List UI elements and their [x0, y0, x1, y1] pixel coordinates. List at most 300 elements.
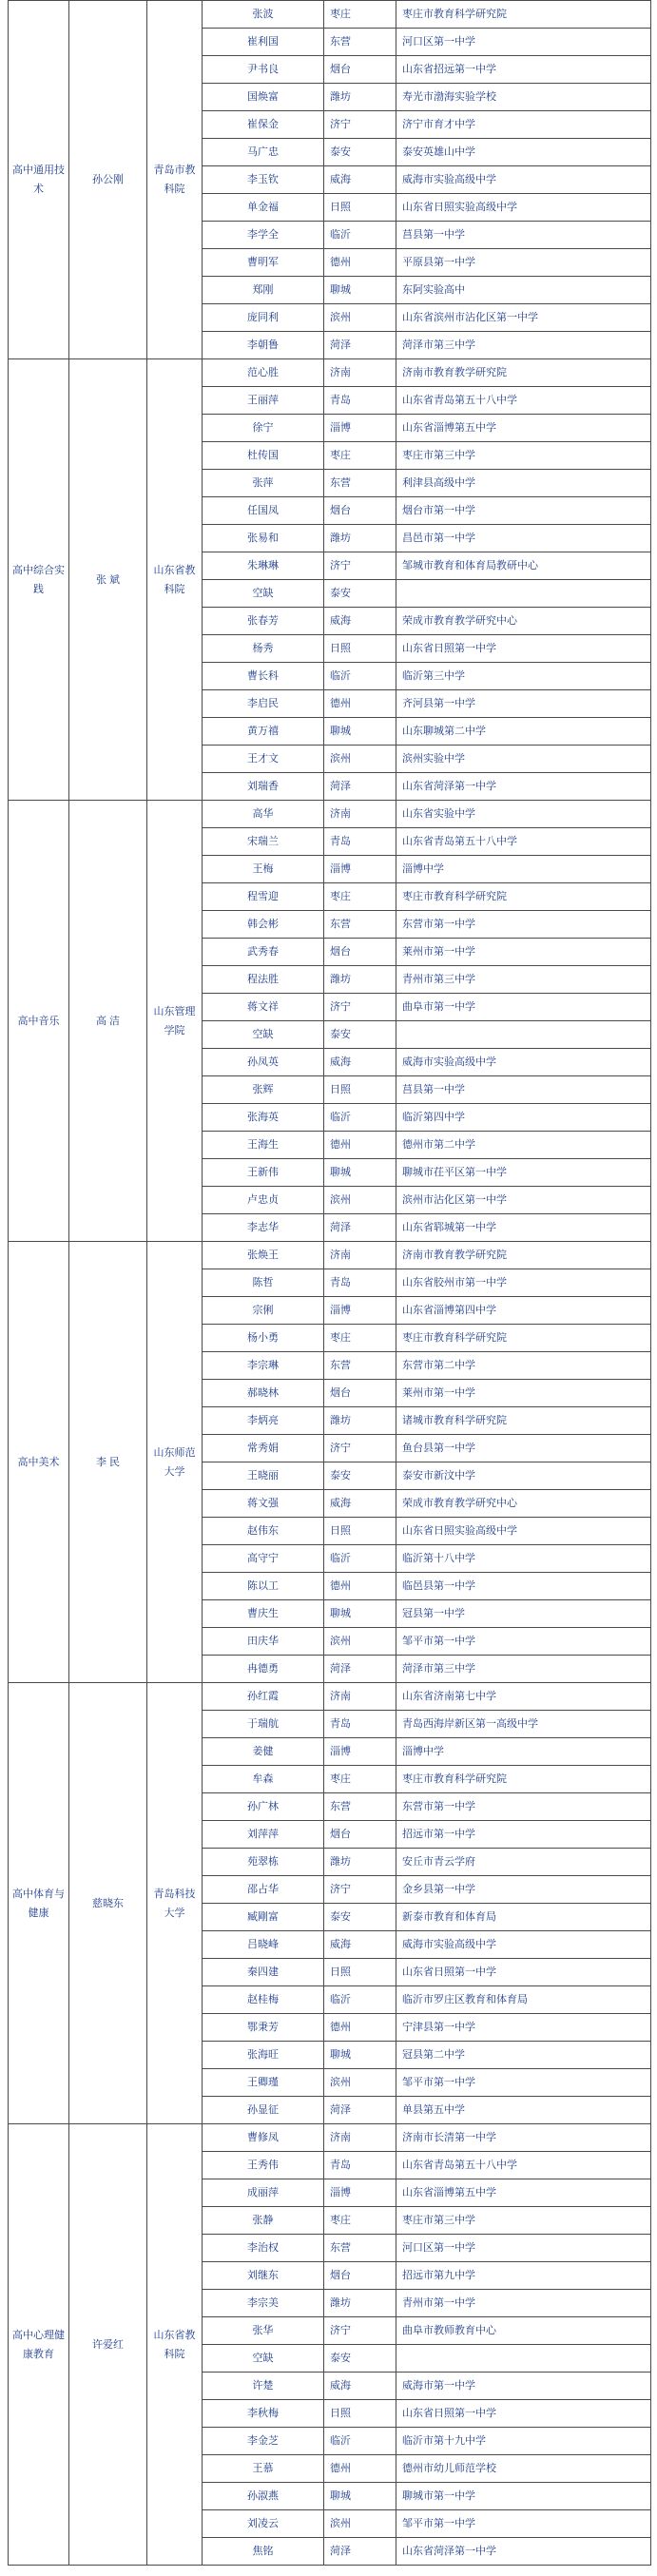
city-cell: 潍坊 — [324, 84, 396, 111]
member-name-cell: 张海英 — [203, 1104, 324, 1132]
organization-cell: 东营市第一中学 — [396, 1793, 651, 1821]
member-name-cell: 李志华 — [203, 1214, 324, 1242]
member-name-cell: 空缺 — [203, 1021, 324, 1049]
member-name-cell: 曹修凤 — [203, 2124, 324, 2152]
organization-cell: 山东省青岛第五十八中学 — [396, 2152, 651, 2179]
member-name-cell: 苑翠栋 — [203, 1849, 324, 1876]
city-cell: 潍坊 — [324, 2290, 396, 2317]
city-cell: 滨州 — [324, 1628, 396, 1656]
subject-cell: 高中美术 — [9, 1242, 69, 1683]
member-name-cell: 陈哲 — [203, 1269, 324, 1297]
organization-cell: 莱州市第一中学 — [396, 939, 651, 966]
member-name-cell: 张波 — [203, 1, 324, 29]
member-name-cell: 赵伟东 — [203, 1518, 324, 1545]
organization-cell: 枣庄市教育科学研究院 — [396, 1325, 651, 1352]
organization-cell: 昌邑市第一中学 — [396, 525, 651, 552]
member-name-cell: 刘瑞香 — [203, 773, 324, 801]
organization-cell: 东阿实验高中 — [396, 277, 651, 304]
member-name-cell: 刘继东 — [203, 2262, 324, 2290]
member-name-cell: 邵占华 — [203, 1876, 324, 1904]
organization-cell: 招远市第一中学 — [396, 1821, 651, 1849]
city-cell: 德州 — [324, 1573, 396, 1600]
organization-cell: 淄博中学 — [396, 856, 651, 883]
member-name-cell: 宋瑞兰 — [203, 828, 324, 856]
city-cell: 泰安 — [324, 139, 396, 166]
member-name-cell: 王晓丽 — [203, 1462, 324, 1490]
city-cell: 潍坊 — [324, 966, 396, 994]
leader-cell: 高 洁 — [69, 801, 147, 1242]
organization-cell: 招远市第九中学 — [396, 2262, 651, 2290]
city-cell: 济宁 — [324, 2317, 396, 2345]
organization-cell: 寿光市渤海实验学校 — [396, 84, 651, 111]
city-cell: 潍坊 — [324, 1849, 396, 1876]
organization-cell — [396, 580, 651, 608]
organization-cell: 泰安英雄山中学 — [396, 139, 651, 166]
organization-cell: 邹城市教育和体育局教研中心 — [396, 552, 651, 580]
member-name-cell: 李宗美 — [203, 2290, 324, 2317]
city-cell: 滨州 — [324, 304, 396, 332]
member-name-cell: 王慕 — [203, 2455, 324, 2483]
member-name-cell: 徐宁 — [203, 415, 324, 442]
unit-cell: 青岛科技大学 — [147, 1683, 203, 2124]
city-cell: 菏泽 — [324, 773, 396, 801]
city-cell: 滨州 — [324, 2510, 396, 2538]
city-cell: 淄博 — [324, 415, 396, 442]
city-cell: 泰安 — [324, 2345, 396, 2373]
city-cell: 烟台 — [324, 497, 396, 525]
subject-cell: 高中通用技术 — [9, 1, 69, 359]
organization-cell: 威海市实验高级中学 — [396, 166, 651, 194]
organization-cell: 临沂第十八中学 — [396, 1545, 651, 1573]
organization-cell: 聊城市第一中学 — [396, 2483, 651, 2510]
member-name-cell: 李朝鲁 — [203, 332, 324, 359]
organization-cell: 菏泽市第三中学 — [396, 332, 651, 359]
member-name-cell: 郝晓林 — [203, 1380, 324, 1407]
table-row — [9, 1242, 651, 1269]
member-name-cell: 高华 — [203, 801, 324, 828]
city-cell: 菏泽 — [324, 1214, 396, 1242]
leader-cell: 许爱红 — [69, 2124, 147, 2566]
member-name-cell: 空缺 — [203, 2345, 324, 2373]
member-name-cell: 郑刚 — [203, 277, 324, 304]
city-cell: 威海 — [324, 1049, 396, 1076]
organization-cell: 冠县第二中学 — [396, 2042, 651, 2069]
member-name-cell: 孙淑燕 — [203, 2483, 324, 2510]
city-cell: 潍坊 — [324, 525, 396, 552]
city-cell: 威海 — [324, 608, 396, 635]
city-cell: 临沂 — [324, 1104, 396, 1132]
table-row — [9, 359, 651, 387]
member-name-cell: 韩会彬 — [203, 911, 324, 939]
member-name-cell: 秦四建 — [203, 1959, 324, 1986]
member-name-cell: 李学全 — [203, 222, 324, 249]
city-cell: 聊城 — [324, 1600, 396, 1628]
organization-cell: 临邑县第一中学 — [396, 1573, 651, 1600]
city-cell: 淄博 — [324, 2179, 396, 2207]
organization-cell: 德州市第二中学 — [396, 1132, 651, 1159]
organization-cell: 德州市幼儿师范学校 — [396, 2455, 651, 2483]
member-name-cell: 李治权 — [203, 2235, 324, 2262]
city-cell: 淄博 — [324, 1297, 396, 1325]
city-cell: 日照 — [324, 2400, 396, 2428]
member-name-cell: 空缺 — [203, 580, 324, 608]
organization-cell: 山东省菏泽第一中学 — [396, 2538, 651, 2566]
organization-cell: 山东省滨州市沾化区第一中学 — [396, 304, 651, 332]
organization-cell: 威海市实验高级中学 — [396, 1049, 651, 1076]
table-body — [9, 1, 651, 2566]
city-cell: 滨州 — [324, 1187, 396, 1214]
city-cell: 济宁 — [324, 994, 396, 1021]
city-cell: 淄博 — [324, 856, 396, 883]
leader-cell: 慈晓东 — [69, 1683, 147, 2124]
member-name-cell: 马广忠 — [203, 139, 324, 166]
organization-cell: 淄博中学 — [396, 1738, 651, 1766]
member-name-cell: 李金芝 — [203, 2428, 324, 2455]
member-name-cell: 张华 — [203, 2317, 324, 2345]
member-name-cell: 李启民 — [203, 690, 324, 718]
organization-cell: 曲阜市第一中学 — [396, 994, 651, 1021]
city-cell: 枣庄 — [324, 1766, 396, 1793]
organization-cell: 利津县高级中学 — [396, 470, 651, 497]
organization-cell: 山东省青岛第五十八中学 — [396, 387, 651, 415]
member-name-cell: 张萍 — [203, 470, 324, 497]
member-name-cell: 姜健 — [203, 1738, 324, 1766]
organization-cell: 莒县第一中学 — [396, 222, 651, 249]
member-name-cell: 孙显征 — [203, 2097, 324, 2124]
organization-cell: 临沂市第十九中学 — [396, 2428, 651, 2455]
unit-cell: 青岛市教科院 — [147, 1, 203, 359]
organization-cell: 临沂市罗庄区教育和体育局 — [396, 1986, 651, 2014]
unit-cell: 山东省教科院 — [147, 2124, 203, 2566]
member-name-cell: 王梅 — [203, 856, 324, 883]
organization-cell: 威海市实验高级中学 — [396, 1931, 651, 1959]
city-cell: 临沂 — [324, 222, 396, 249]
organization-cell: 济南市教育教学研究院 — [396, 359, 651, 387]
organization-cell: 山东省青岛第五十八中学 — [396, 828, 651, 856]
organization-cell: 济南市教育教学研究院 — [396, 1242, 651, 1269]
table-row — [9, 1683, 651, 1711]
city-cell: 聊城 — [324, 1159, 396, 1187]
city-cell: 东营 — [324, 470, 396, 497]
city-cell: 东营 — [324, 2235, 396, 2262]
organization-cell: 泰安市新汶中学 — [396, 1462, 651, 1490]
member-name-cell: 王卿瑾 — [203, 2069, 324, 2097]
city-cell: 烟台 — [324, 56, 396, 84]
city-cell: 日照 — [324, 194, 396, 222]
city-cell: 临沂 — [324, 663, 396, 690]
member-name-cell: 张春芳 — [203, 608, 324, 635]
subject-cell: 高中音乐 — [9, 801, 69, 1242]
table-row — [9, 801, 651, 828]
member-name-cell: 张易和 — [203, 525, 324, 552]
table-row — [9, 1, 651, 29]
city-cell: 日照 — [324, 1518, 396, 1545]
organization-cell: 荣成市教育教学研究中心 — [396, 608, 651, 635]
city-cell: 烟台 — [324, 2262, 396, 2290]
city-cell: 威海 — [324, 166, 396, 194]
organization-cell: 河口区第一中学 — [396, 29, 651, 56]
member-name-cell: 任国凤 — [203, 497, 324, 525]
member-name-cell: 程雪迎 — [203, 883, 324, 911]
organization-cell: 东营市第一中学 — [396, 911, 651, 939]
city-cell: 德州 — [324, 2455, 396, 2483]
organization-cell: 枣庄市第三中学 — [396, 442, 651, 470]
city-cell: 聊城 — [324, 718, 396, 746]
organization-cell: 山东省菏泽第一中学 — [396, 773, 651, 801]
member-name-cell: 曹明军 — [203, 249, 324, 277]
organization-cell: 山东省胶州市第一中学 — [396, 1269, 651, 1297]
organization-cell: 滨州实验中学 — [396, 746, 651, 773]
member-name-cell: 张辉 — [203, 1076, 324, 1104]
member-name-cell: 崔保金 — [203, 111, 324, 139]
city-cell: 东营 — [324, 911, 396, 939]
city-cell: 滨州 — [324, 2069, 396, 2097]
city-cell: 青岛 — [324, 387, 396, 415]
organization-cell: 济南市长清第一中学 — [396, 2124, 651, 2152]
city-cell: 淄博 — [324, 1738, 396, 1766]
city-cell: 菏泽 — [324, 1656, 396, 1683]
organization-cell: 青州市第三中学 — [396, 966, 651, 994]
organization-cell: 冠县第一中学 — [396, 1600, 651, 1628]
member-name-cell: 孙广林 — [203, 1793, 324, 1821]
organization-cell: 山东省淄博第五中学 — [396, 2179, 651, 2207]
member-name-cell: 杨小勇 — [203, 1325, 324, 1352]
organization-cell: 鱼台县第一中学 — [396, 1435, 651, 1462]
member-name-cell: 王才文 — [203, 746, 324, 773]
member-name-cell: 庞同利 — [203, 304, 324, 332]
city-cell: 临沂 — [324, 2428, 396, 2455]
member-name-cell: 李宗琳 — [203, 1352, 324, 1380]
city-cell: 枣庄 — [324, 442, 396, 470]
leader-cell: 李 民 — [69, 1242, 147, 1683]
member-name-cell: 朱琳琳 — [203, 552, 324, 580]
member-name-cell: 蒋文强 — [203, 1490, 324, 1518]
member-name-cell: 于瑞航 — [203, 1711, 324, 1738]
organization-cell: 济宁市育才中学 — [396, 111, 651, 139]
member-name-cell: 武秀春 — [203, 939, 324, 966]
member-name-cell: 卢忠贞 — [203, 1187, 324, 1214]
city-cell: 济南 — [324, 1242, 396, 1269]
member-name-cell: 李炳亮 — [203, 1407, 324, 1435]
member-name-cell: 孙红霞 — [203, 1683, 324, 1711]
member-name-cell: 张海旺 — [203, 2042, 324, 2069]
city-cell: 德州 — [324, 2014, 396, 2042]
subject-cell: 高中综合实践 — [9, 359, 69, 801]
organization-cell: 曲阜市教师教育中心 — [396, 2317, 651, 2345]
leader-cell: 张 斌 — [69, 359, 147, 801]
member-name-cell: 黄万禧 — [203, 718, 324, 746]
city-cell: 青岛 — [324, 1269, 396, 1297]
subject-cell: 高中体育与健康 — [9, 1683, 69, 2124]
member-name-cell: 许楚 — [203, 2373, 324, 2400]
city-cell: 泰安 — [324, 1462, 396, 1490]
organization-cell: 荣成市教育教学研究中心 — [396, 1490, 651, 1518]
member-name-cell: 孙凤英 — [203, 1049, 324, 1076]
city-cell: 济宁 — [324, 1876, 396, 1904]
city-cell: 菏泽 — [324, 2097, 396, 2124]
member-name-cell: 高守宁 — [203, 1545, 324, 1573]
member-name-cell: 杜传国 — [203, 442, 324, 470]
member-name-cell: 陈以工 — [203, 1573, 324, 1600]
member-name-cell: 刘凌云 — [203, 2510, 324, 2538]
member-name-cell: 蒋文祥 — [203, 994, 324, 1021]
member-name-cell: 赵桂梅 — [203, 1986, 324, 2014]
city-cell: 日照 — [324, 1076, 396, 1104]
organization-cell: 枣庄市教育科学研究院 — [396, 1, 651, 29]
city-cell: 潍坊 — [324, 1407, 396, 1435]
subject-cell: 高中心理健康教育 — [9, 2124, 69, 2566]
organization-cell: 邹平市第一中学 — [396, 2069, 651, 2097]
city-cell: 济宁 — [324, 1435, 396, 1462]
member-name-cell: 王丽萍 — [203, 387, 324, 415]
member-name-cell: 杨秀 — [203, 635, 324, 663]
city-cell: 青岛 — [324, 828, 396, 856]
organization-cell: 山东省日照实验高级中学 — [396, 1518, 651, 1545]
organization-cell: 山东省日照第一中学 — [396, 1959, 651, 1986]
organization-cell: 宁津县第一中学 — [396, 2014, 651, 2042]
city-cell: 烟台 — [324, 1821, 396, 1849]
organization-cell: 诸城市教育科学研究院 — [396, 1407, 651, 1435]
city-cell: 日照 — [324, 635, 396, 663]
member-name-cell: 范心胜 — [203, 359, 324, 387]
city-cell: 枣庄 — [324, 883, 396, 911]
member-name-cell: 焦铭 — [203, 2538, 324, 2566]
member-name-cell: 宗俐 — [203, 1297, 324, 1325]
member-name-cell: 冉德勇 — [203, 1656, 324, 1683]
member-name-cell: 臧剛富 — [203, 1904, 324, 1931]
member-name-cell: 曹庆生 — [203, 1600, 324, 1628]
city-cell: 济南 — [324, 2124, 396, 2152]
unit-cell: 山东师范大学 — [147, 1242, 203, 1683]
organization-cell: 枣庄市教育科学研究院 — [396, 883, 651, 911]
organization-cell: 单县第五中学 — [396, 2097, 651, 2124]
city-cell: 烟台 — [324, 1380, 396, 1407]
city-cell: 济南 — [324, 1683, 396, 1711]
member-name-cell: 牟森 — [203, 1766, 324, 1793]
organization-cell: 青州市第一中学 — [396, 2290, 651, 2317]
organization-cell: 山东省实验中学 — [396, 801, 651, 828]
city-cell: 济宁 — [324, 111, 396, 139]
city-cell: 日照 — [324, 1959, 396, 1986]
organization-cell: 新泰市教育和体育局 — [396, 1904, 651, 1931]
organization-cell — [396, 1021, 651, 1049]
organization-cell: 临沂第四中学 — [396, 1104, 651, 1132]
member-name-cell: 张静 — [203, 2207, 324, 2235]
table-row — [9, 2124, 651, 2152]
city-cell: 聊城 — [324, 2483, 396, 2510]
organization-cell: 齐河县第一中学 — [396, 690, 651, 718]
city-cell: 济南 — [324, 359, 396, 387]
organization-cell: 山东省淄博第四中学 — [396, 1297, 651, 1325]
organization-cell: 平原县第一中学 — [396, 249, 651, 277]
city-cell: 烟台 — [324, 939, 396, 966]
organization-cell: 莱州市第一中学 — [396, 1380, 651, 1407]
organization-cell: 山东省日照实验高级中学 — [396, 194, 651, 222]
member-name-cell: 刘萍萍 — [203, 1821, 324, 1849]
city-cell: 菏泽 — [324, 2538, 396, 2566]
organization-cell — [396, 2345, 651, 2373]
member-name-cell: 鄂秉芳 — [203, 2014, 324, 2042]
organization-cell: 山东省济南第七中学 — [396, 1683, 651, 1711]
leader-cell: 孙公刚 — [69, 1, 147, 359]
city-cell: 青岛 — [324, 2152, 396, 2179]
city-cell: 枣庄 — [324, 1, 396, 29]
member-name-cell: 单金福 — [203, 194, 324, 222]
city-cell: 枣庄 — [324, 2207, 396, 2235]
organization-cell: 安丘市青云学府 — [396, 1849, 651, 1876]
member-name-cell: 王海生 — [203, 1132, 324, 1159]
city-cell: 德州 — [324, 690, 396, 718]
member-name-cell: 王新伟 — [203, 1159, 324, 1187]
organization-cell: 东营市第二中学 — [396, 1352, 651, 1380]
city-cell: 临沂 — [324, 1986, 396, 2014]
organization-cell: 山东聊城第二中学 — [396, 718, 651, 746]
city-cell: 泰安 — [324, 580, 396, 608]
city-cell: 泰安 — [324, 1904, 396, 1931]
city-cell: 临沂 — [324, 1545, 396, 1573]
organization-cell: 金乡县第一中学 — [396, 1876, 651, 1904]
organization-cell: 邹平市第一中学 — [396, 1628, 651, 1656]
organization-cell: 菏泽市第三中学 — [396, 1656, 651, 1683]
city-cell: 威海 — [324, 1931, 396, 1959]
city-cell: 枣庄 — [324, 1325, 396, 1352]
city-cell: 东营 — [324, 1793, 396, 1821]
city-cell: 济宁 — [324, 552, 396, 580]
organization-cell: 山东省日照第一中学 — [396, 635, 651, 663]
member-name-cell: 国焕富 — [203, 84, 324, 111]
organization-cell: 枣庄市第三中学 — [396, 2207, 651, 2235]
city-cell: 泰安 — [324, 1021, 396, 1049]
member-name-cell: 尹书良 — [203, 56, 324, 84]
city-cell: 德州 — [324, 249, 396, 277]
organization-cell: 河口区第一中学 — [396, 2235, 651, 2262]
organization-cell: 山东省淄博第五中学 — [396, 415, 651, 442]
member-name-cell: 田庆华 — [203, 1628, 324, 1656]
organization-cell: 青岛西海岸新区第一高级中学 — [396, 1711, 651, 1738]
city-cell: 东营 — [324, 1352, 396, 1380]
expert-roster-table — [8, 0, 651, 2566]
member-name-cell: 李玉钦 — [203, 166, 324, 194]
unit-cell: 山东省教科院 — [147, 359, 203, 801]
member-name-cell: 成丽萍 — [203, 2179, 324, 2207]
member-name-cell: 崔利国 — [203, 29, 324, 56]
member-name-cell: 张焕王 — [203, 1242, 324, 1269]
member-name-cell: 程法胜 — [203, 966, 324, 994]
organization-cell: 山东省日照第一中学 — [396, 2400, 651, 2428]
organization-cell: 山东省郓城第一中学 — [396, 1214, 651, 1242]
organization-cell: 烟台市第一中学 — [396, 497, 651, 525]
city-cell: 青岛 — [324, 1711, 396, 1738]
unit-cell: 山东管理学院 — [147, 801, 203, 1242]
member-name-cell: 吕晓峰 — [203, 1931, 324, 1959]
member-name-cell: 常秀娟 — [203, 1435, 324, 1462]
organization-cell: 山东省招远第一中学 — [396, 56, 651, 84]
member-name-cell: 李秋梅 — [203, 2400, 324, 2428]
organization-cell: 聊城市茌平区第一中学 — [396, 1159, 651, 1187]
city-cell: 滨州 — [324, 746, 396, 773]
city-cell: 威海 — [324, 2373, 396, 2400]
organization-cell: 临沂第三中学 — [396, 663, 651, 690]
organization-cell: 莒县第一中学 — [396, 1076, 651, 1104]
city-cell: 济南 — [324, 801, 396, 828]
organization-cell: 威海市第一中学 — [396, 2373, 651, 2400]
member-name-cell: 曹长科 — [203, 663, 324, 690]
organization-cell: 邹平市第一中学 — [396, 2510, 651, 2538]
city-cell: 威海 — [324, 1490, 396, 1518]
city-cell: 东营 — [324, 29, 396, 56]
city-cell: 德州 — [324, 1132, 396, 1159]
organization-cell: 滨州市沾化区第一中学 — [396, 1187, 651, 1214]
